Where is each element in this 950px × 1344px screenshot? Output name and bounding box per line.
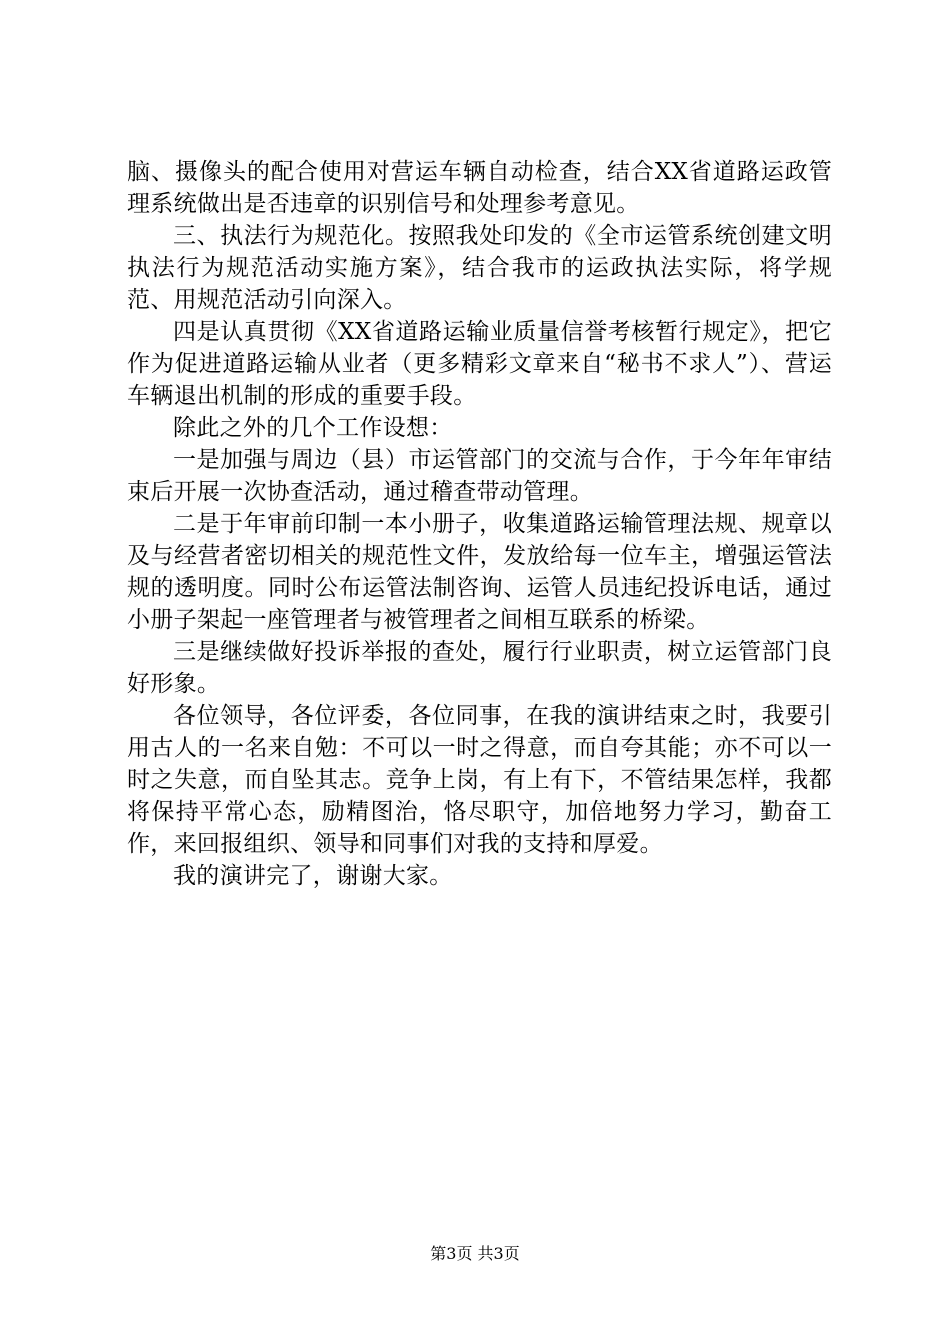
paragraph-continuation: 脑、摄像头的配合使用对营运车辆自动检查，结合XX省道路运政管理系统做出是否违章的识别信号和处理参考意见。 (127, 159, 832, 217)
paragraph-closing-remarks: 各位领导，各位评委，各位同事，在我的演讲结束之时，我要引用古人的一名来自勉：不可以一时之得意，而自夸其能；亦不可以一时之失意，而自坠其志。竞争上岗，有上有下，不管结果怎样，我都将保持平常心态，励精图治，恪尽职守，加倍地努力学习，勤奋工作，来回报组织、领导和同事们对我的支持和厚爱。 (127, 703, 832, 857)
paragraph-idea-one: 一是加强与周边（县）市运管部门的交流与合作，于今年年审结束后开展一次协查活动，通过稽查带动管理。 (127, 447, 832, 505)
paragraph-credit-assessment: 四是认真贯彻《XX省道路运输业质量信誉考核暂行规定》，把它作为促进道路运输从业者（更多精彩文章来自“秘书不求人”）、营运车辆退出机制的形成的重要手段。 (127, 319, 832, 409)
page-number-footer: 第3页 共3页 (430, 1244, 520, 1263)
document-body (127, 156, 832, 892)
paragraph-work-ideas-heading: 除此之外的几个工作设想： (173, 415, 453, 441)
paragraph-idea-two: 二是于年审前印制一本小册子，收集道路运输管理法规、规章以及与经营者密切相关的规范性文件，发放给每一位车主，增强运管法规的透明度。同时公布运管法制咨询、运管人员违纪投诉电话，通过小册子架起一座管理者与被管理者之间相互联系的桥梁。 (127, 511, 832, 633)
paragraph-thanks: 我的演讲完了，谢谢大家。 (173, 863, 453, 889)
paragraph-idea-three: 三是继续做好投诉举报的查处，履行行业职责，树立运管部门良好形象。 (127, 639, 832, 697)
paragraph-law-enforcement: 三、执法行为规范化。按照我处印发的《全市运管系统创建文明执法行为规范活动实施方案》，结合我市的运政执法实际，将学规范、用规范活动引向深入。 (127, 223, 832, 313)
